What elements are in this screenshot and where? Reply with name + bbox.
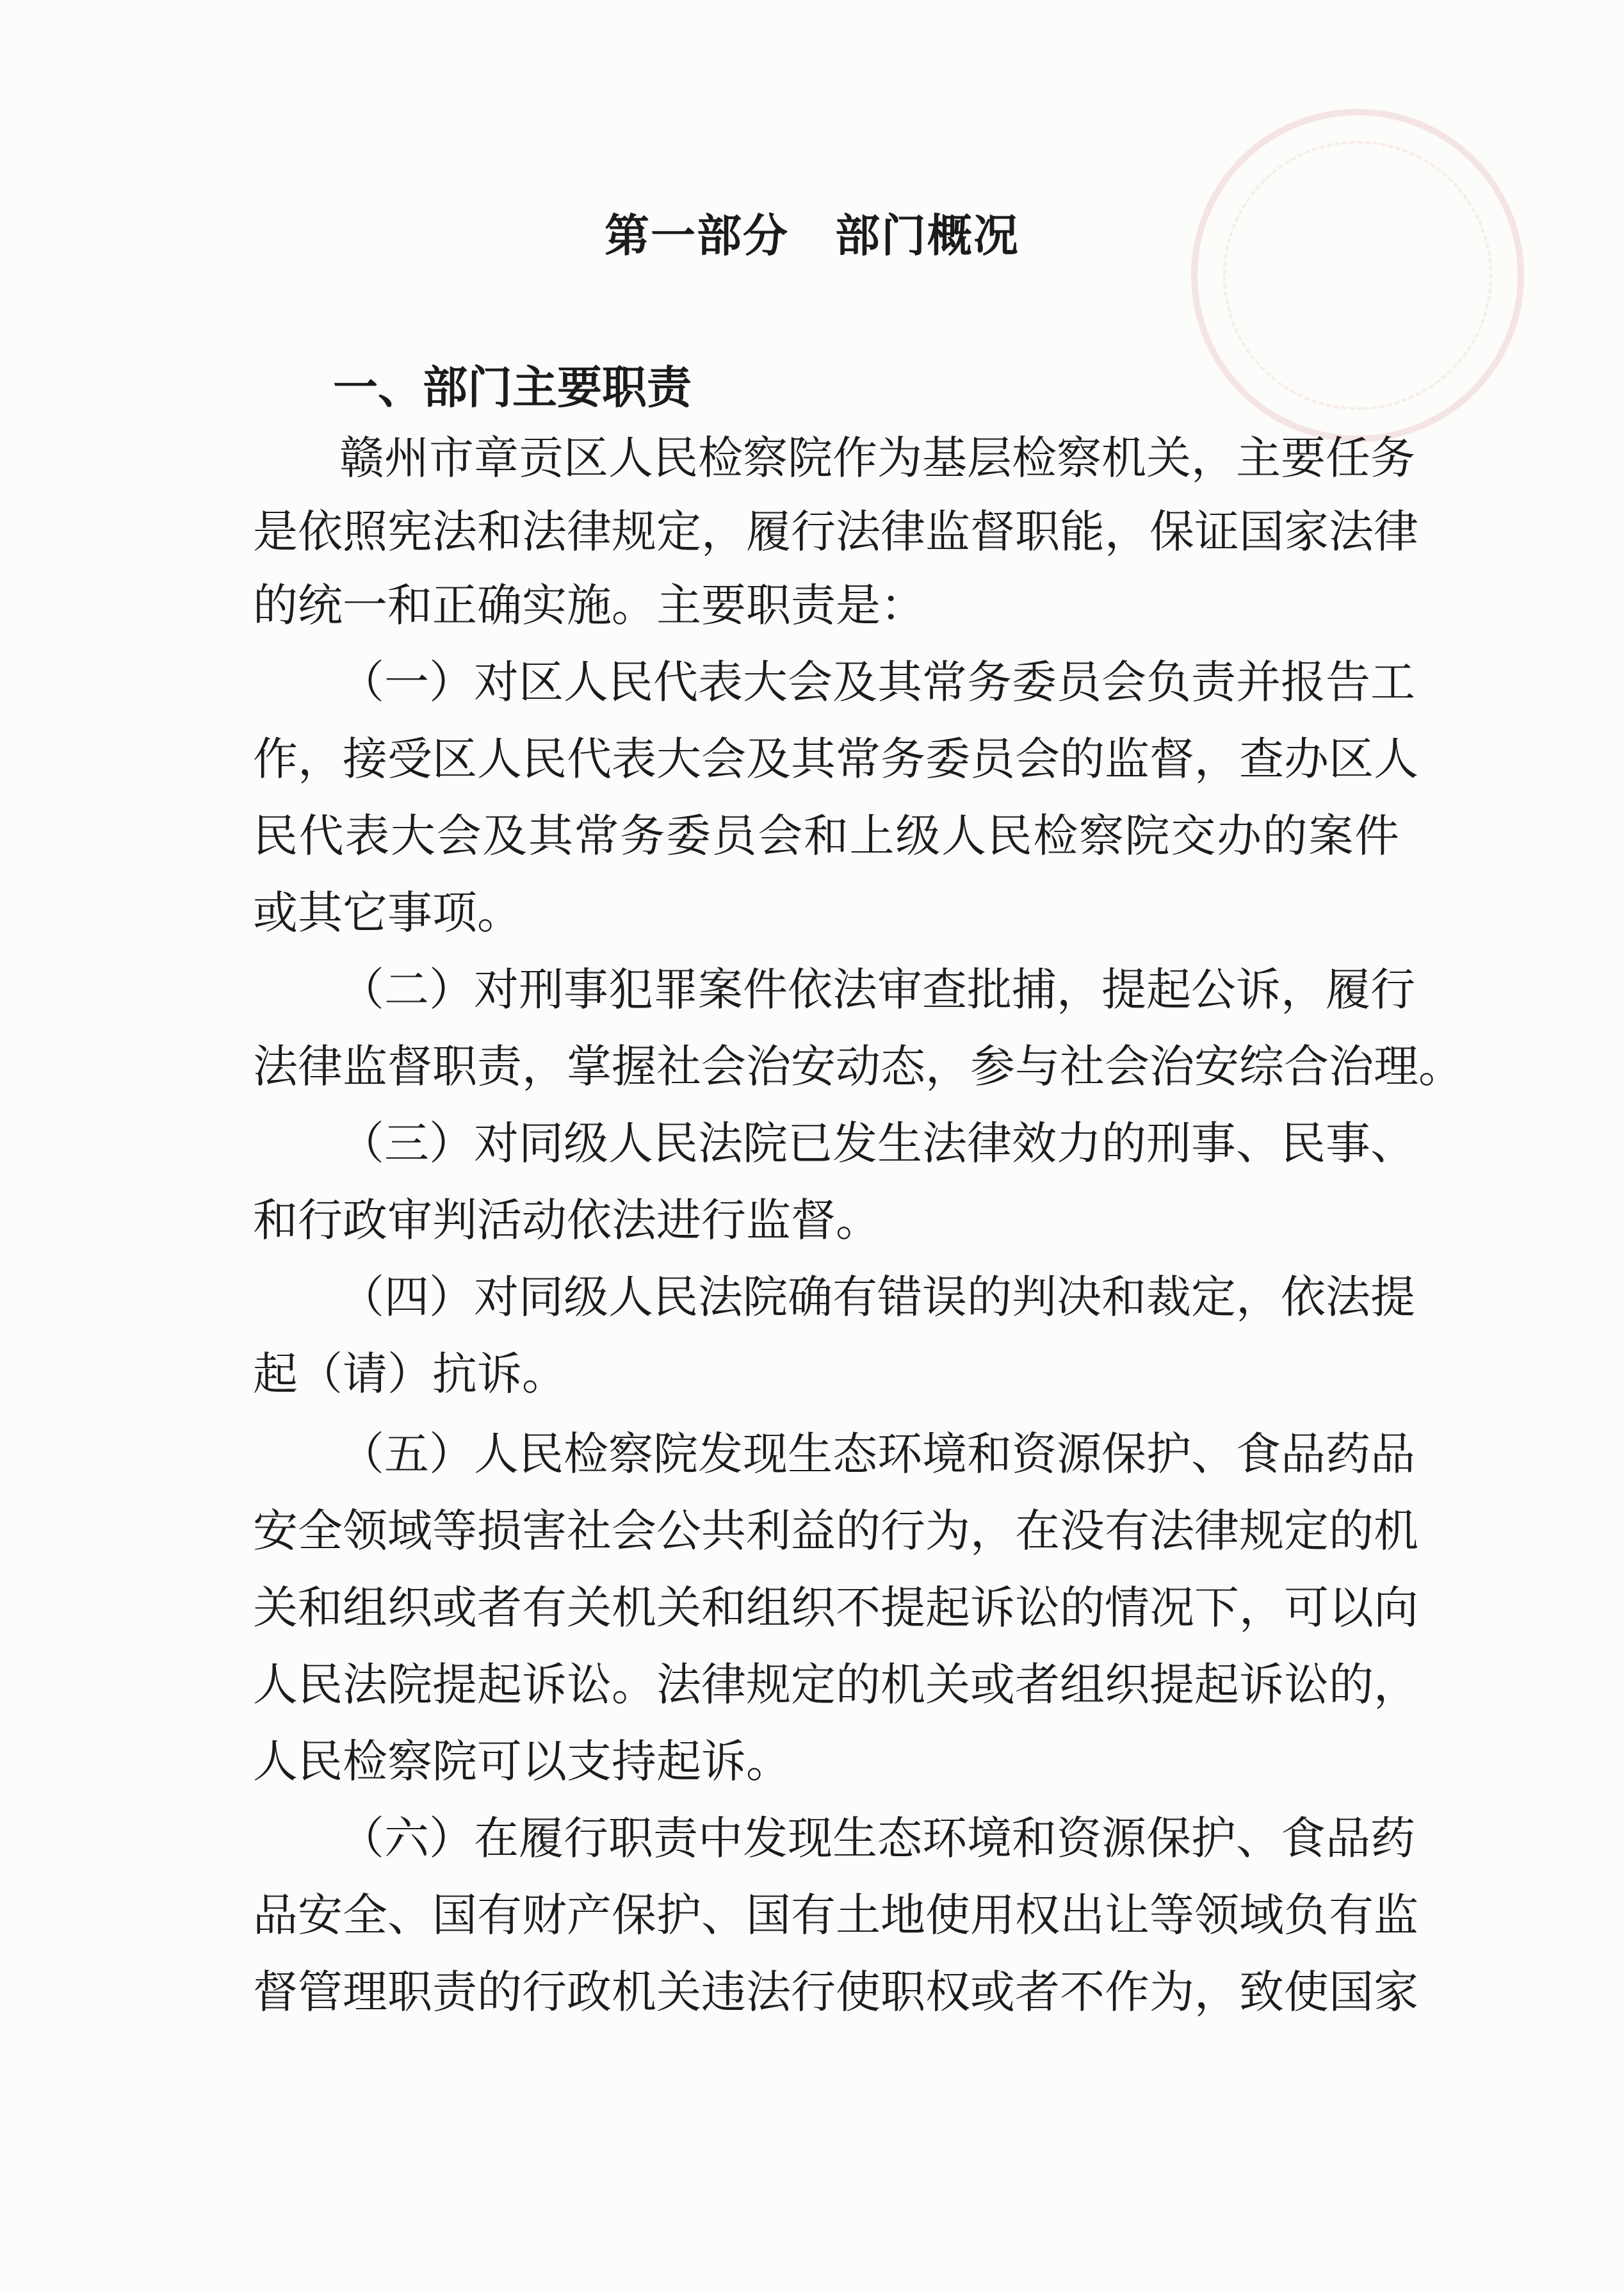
body-line: （二）对刑事犯罪案件依法审查批捕，提起公诉，履行: [339, 963, 1415, 1016]
body-line: 品安全、国有财产保护、国有土地使用权出让等领域负有监: [253, 1889, 1418, 1941]
body-line: 关和组织或者有关机关和组织不提起诉讼的情况下，可以向: [253, 1581, 1418, 1634]
body-line: 是依照宪法和法律规定，履行法律监督职能，保证国家法律: [253, 505, 1418, 558]
body-line: 作，接受区人民代表大会及其常务委员会的监督，查办区人: [253, 733, 1418, 785]
body-line: 人民检察院可以支持起诉。: [253, 1735, 791, 1788]
body-line: 民代表大会及其常务委员会和上级人民检察院交办的案件: [253, 810, 1399, 862]
official-seal-stamp: [1191, 109, 1524, 442]
body-line: 法律监督职责，掌握社会治安动态，参与社会治安综合治理。: [253, 1040, 1463, 1093]
page-title: 第一部分 部门概况: [605, 209, 1019, 262]
body-line: 人民法院提起诉讼。法律规定的机关或者组织提起诉讼的，: [253, 1658, 1418, 1711]
body-line: （五）人民检察院发现生态环境和资源保护、食品药品: [339, 1428, 1415, 1480]
body-line: 赣州市章贡区人民检察院作为基层检察机关，主要任务: [339, 432, 1415, 484]
body-line: 和行政审判活动依法进行监督。: [253, 1194, 881, 1246]
section-heading: 一、部门主要职责: [333, 361, 692, 414]
body-line: 起（请）抗诉。: [253, 1348, 567, 1400]
body-line: 安全领域等损害社会公共利益的行为，在没有法律规定的机: [253, 1505, 1418, 1557]
body-line: （六）在履行职责中发现生态环境和资源保护、食品药: [339, 1812, 1415, 1865]
body-line: （三）对同级人民法院已发生法律效力的刑事、民事、: [339, 1117, 1415, 1170]
body-line: （一）对区人民代表大会及其常务委员会负责并报告工: [339, 656, 1415, 708]
body-line: 督管理职责的行政机关违法行使职权或者不作为，致使国家: [253, 1966, 1418, 2018]
body-line: 的统一和正确实施。主要职责是：: [253, 579, 925, 632]
body-line: （四）对同级人民法院确有错误的判决和裁定，依法提: [339, 1271, 1415, 1323]
body-line: 或其它事项。: [253, 886, 522, 939]
